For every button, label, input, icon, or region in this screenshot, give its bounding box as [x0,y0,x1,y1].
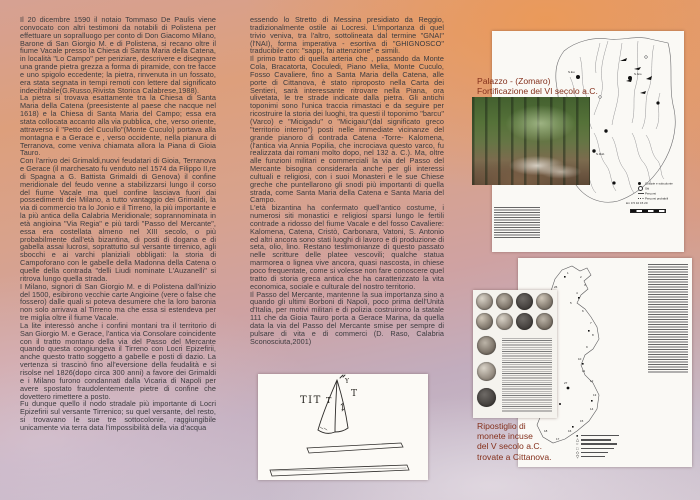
coins-caption-microtext [502,338,552,412]
sketch-label-right-t: T [351,389,358,399]
open-dot-icon [638,186,645,191]
caption-line: Fortificazione del VI secolo a.C. [477,86,598,97]
dashed-line-symbol-icon [638,198,645,199]
caption-line: monete incuse [477,431,533,442]
svg-text:11: 11 [582,369,586,373]
legend-row [576,438,626,442]
svg-text:S.Rob: S.Rob [596,152,605,156]
open-dot-icon: ○ [576,441,579,447]
svg-text:8: 8 [592,333,594,337]
legend-row [576,451,626,455]
paragraph: I Milano, signori di San Giorgio M. e di Polistena dall'inizio del 1500, esibirono vecchie carte Angioine (vere o false che fossero) dalle quali si poteva desumere che la loro baronia non solo arrivava al Tirreno ma che essa si estendeva per tre miglia oltre il fiume Vacale. [20,281,216,323]
caption-line: Palazzo - (Zomaro) [477,76,551,86]
legend-row [576,455,626,459]
legend-row [576,434,626,438]
coin-image [496,313,513,330]
svg-text:S.Eu: S.Eu [568,70,575,74]
diamond-icon: ◇ [576,449,580,455]
svg-text:7: 7 [590,321,592,325]
fortification-caption [477,76,598,96]
coin-image [476,313,493,330]
legend-row [576,442,626,446]
paragraph: Fu dunque quello il nodo stradale più importante di Locri Epizefirii sul versante Tirrenico; su quel versante, del resto, si trovavano le sue tre sottocolonie, raggiungibile unicamente via terra data l'impossibilità della via d'acqua [20,399,216,432]
svg-text:14: 14 [590,407,594,411]
coin-image [496,293,513,310]
map-footnote-microtext [494,207,540,239]
coin-image [516,293,533,310]
paragraph: essendo lo Stretto di Messina presidiato da Reggio, tradizionalmente ostile ai Locresi. L'importanza di quel trivio veniva, tra l'altro, sottolineata dal termine "GNAI" (l'NAI), forma imperativa - esortiva di "GHIGNOSCO" traducibile con: "sappi, fai attenzione" e simili. [250,15,444,56]
map-scale-label: km 0 5 10 15 20 [626,202,648,205]
paragraph: Il primo tratto di quella arteria che , passando da Monte Cola, Bracatorta, Coculedi, Piano Melia, Monte Cuculo, Fosso Cavaliere, fino a Santa Maria della Catena, alle porte di Cittanova, è stato riproposto nella Carta dei Sentieri, sarà interessante ritrovare nella Piana, ora ulivetata, le tre strade indicate dalla pietra. Gli antichi toponimi sono l'unica traccia rimastaci e da seguire per ricostruire la storia dei luoghi, tra questi il toponimo "barcu" (Varco) e "Micigadu" o "Micigaiu"(dal significato greco "territorio interno") posti nelle immediate vicinanze del grande pianoro di contrada Catena -Torre- Kalomena, (l'antica via Annia Popilia, che incrociava questo varco, fu realizzata dai romani molto dopo, nel 132 a. C.). Ma, oltre alle funzioni militari e commerciali la via del Passo del Mercante bisogna considerarla anche per gli interessi cultuali e religiosi, con i suoi Monasteri e le sue Chiese greche che puntellarono gli snodi più importanti di quella strada, come Santa Maria della Catena e Santa Maria del Campo. [250,54,444,205]
svg-text:S.Gio: S.Gio [634,72,642,76]
paragraph: Il Passo del Mercante, mantenne la sua importanza sino a quando gli ultimi Borboni di Napoli, poco prima dell'Unità d'Italia, per motivi militari e di polizia costruirono la statale 111 che da Gioia Tauro porta a Gerace Marina, da quella data la via del Passo del Mercante smise per sempre di pulsare di vita e di commerci (D. Raso, Calabria Sconosciuta,2001) [250,289,444,346]
svg-text:10: 10 [578,357,582,361]
filled-dot-icon [638,182,645,185]
svg-text:16: 16 [568,429,572,433]
sketch-label-apex-y: Y [345,378,349,385]
svg-text:17: 17 [556,437,560,441]
svg-text:6: 6 [582,309,584,313]
legend-label: Percorsi probabili [645,197,669,200]
svg-text:27: 27 [564,381,568,385]
svg-text:9: 9 [586,345,588,349]
forest-photo [472,97,590,185]
legend-label: Percorsi [645,192,657,195]
svg-text:4: 4 [576,291,578,295]
coin-image [477,336,496,355]
paragraph: L'età bizantina ha confermato quell'antico costume, i numerosi siti monastici e religiosi sparsi lungo le fertili contrade a ridosso del fiume Vacale e del fosso Cavaliere: Kalomena, Catena, Cristò, Carbonara, Vatoni, S. Antonio ed altri ancora sono stati luoghi di lavoro e di produzione di seta, olio, lino. Restano testimonianze di questo passato nelle scritture delle platee vescovili; qualche statua marmorea o lignea vive ancora, quasi nascosta, in chiese poco frequentate, come si volesse non fare conoscere quel tratto di storia greca antica che ha caratterizzato la vita economica, sociale e culturale del nostro territorio. [250,203,444,291]
svg-text:12: 12 [590,379,594,383]
caption-line: trovate a Cittanova. [477,451,552,462]
stone-sketch-figure [258,374,428,480]
paragraph: Con l'arrivo dei Grimaldi,nuovi feudatari di Gioia, Terranova e Gerace (il marchesato fu venduto nel 1574 da Filippo II,re di Spagna a G. Battista Grimaldi di Genova) il confine meridionale del feudo venne a stabilizzarsi lungo il corso del fiume Vacale ma quel confine lasciava fuori dai possedimenti dei Milano, a tutto vantaggio dei Grimaldi, la via di commercio tra lo Jonio e il Tirreno, la più importante e la più antica della Calabria Meridionale; soprannominata in età angioina "Via Regia" e più tardi "Passo del Mercante", essa era costellata almeno nel XIII secolo, o più probabilmente dall'età bizantina, di posti di dogana e di gabella assai lucrosi, soprattutto sul versante tirrenico, agli sbocchi e ai varchi planiziali obbligati: la storia di Campoforano con le gabelle della Madonna della Catena o quelle della contrada "delli Liudi nominate L'Auzanelli" si ritrova lungo quella strada. [20,156,216,283]
svg-text:15: 15 [580,419,584,423]
filled-dot-icon: ● [576,433,579,438]
svg-text:26: 26 [554,285,558,289]
legend-label: Siti [645,187,650,190]
svg-text:5: 5 [570,301,572,305]
paragraph: La pietra si trovava esattamente tra la Chiesa di Santa Maria della Catena (preesistente al paese che nacque nel 1618) e la Chiesa di Santa Maria del Campo; essa era stata collocata accanto alla via pubblica, che, verso oriente, attraverso il "Petto del Cucullo"(Monte Cuculo) portava alla montagna e a Gerace e , verso occidente, nella pianura di Terranova, come veniva chiamata allora la Piana di Gioia Tauro. [20,93,216,158]
svg-text:2: 2 [580,275,582,279]
legend-row [576,447,626,451]
svg-text:18: 18 [544,429,548,433]
paragraph: Il 20 dicembre 1590 il notaio Tommaso De Paulis viene convocato con altri testimoni da notabili di Polistena per effettuare un sopralluogo per conto di Don Giacomo Milano, Barone di San Giorgio M. e di Polistena, si recano oltre il fiume Vacale presso la Chiesa di Santa Maria della Catena, in località "Lo Campo" per periziare, descrivere e disegnare una grande pietra grezza a forma di piramide, con tre facce e uno spigolo eccedente; la pietra, rinvenuta in un fossato, era stata segnata in tempi remoti con lettere dal significato indecifrabile(G.Russo,Rivista Storica Calabrese,1988). [20,15,216,95]
coin-image [536,313,553,330]
coins-photo-figure [473,290,557,418]
map-legend [638,181,682,201]
paragraph: La lite interessò anche i confini montani tra il territorio di San Giorgio M. e Gerace, l'antica via Consolare coincidente con il tratto montano della via del Passo del Mercante quando questa congiungeva il Tirreno con Locri Epizefirii, anche questo tratto soggetto a gabelle e posti di dazio. La vertenza si trascinò fino all'eversione della feudalità e si risolse nel 1826(dopo circa 300 anni) a favore dei Grimaldi e i Milano furono condannati dalla Vicaria di Napoli per avere spostato fraudolentemente pietre di confine che dovettero rimettere a posto. [20,320,216,401]
sketch-label-tit: TIT [300,395,322,406]
coin-image [477,388,496,407]
triangle-icon: △ [576,437,580,443]
sketch-label-inner-i: I [341,404,344,412]
svg-text:3: 3 [584,283,586,287]
line-symbol-icon [638,193,645,194]
pyramid-stone-sketch [258,374,428,480]
down-triangle-icon: ▽ [576,453,580,459]
coin-image [476,293,493,310]
sketch-label-face-t: T [326,396,332,405]
square-icon: □ [576,445,579,451]
article-column-left [20,16,216,432]
map2-legend [576,434,626,459]
caption-line: del V secolo a.C. [477,441,542,452]
coin-image [516,313,533,330]
coins-caption [477,421,552,462]
coin-image [536,293,553,310]
svg-text:13: 13 [593,393,597,397]
caption-line: Ripostiglio di [477,421,526,431]
coin-image [477,362,496,381]
site-list-microtext [648,264,688,374]
article-column-middle [250,16,444,345]
svg-text:1: 1 [567,271,569,275]
legend-row [638,196,682,201]
map-scale-bar [630,209,666,213]
legend-label: Colonie e subcolonie [645,182,673,185]
